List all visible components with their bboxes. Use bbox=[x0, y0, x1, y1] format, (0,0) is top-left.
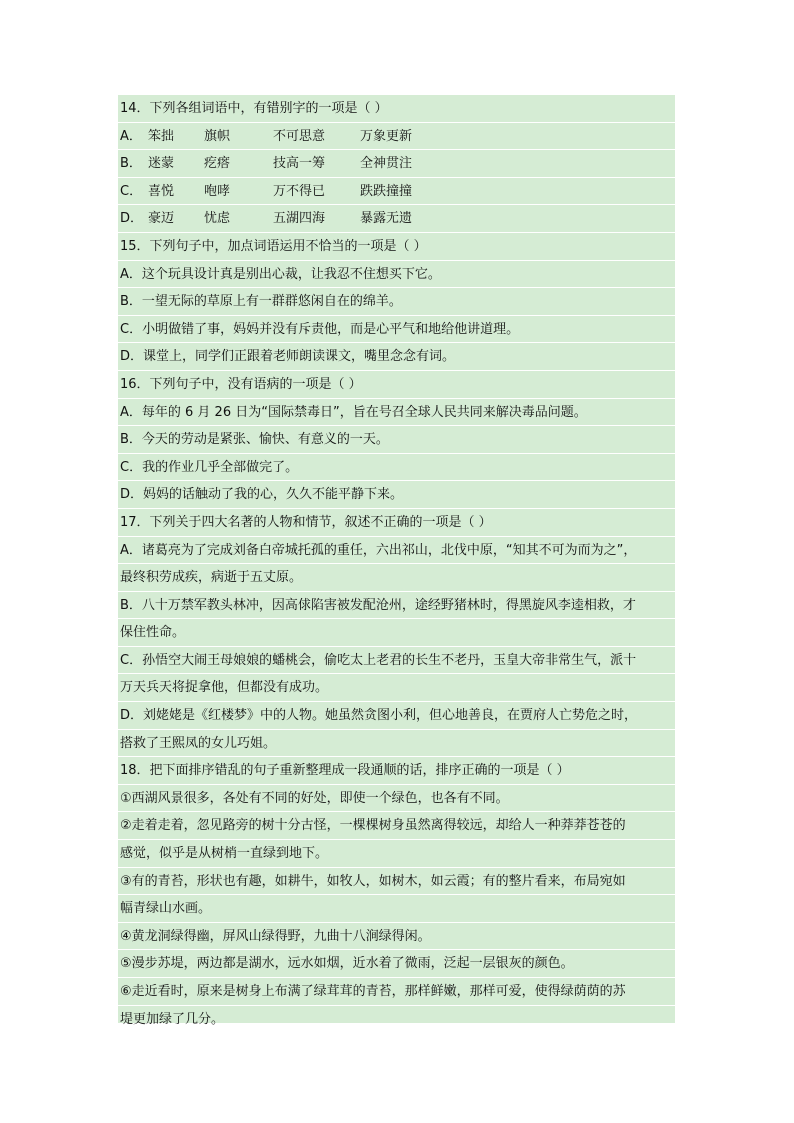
option-label: B． bbox=[120, 156, 142, 172]
word: 不可思意 bbox=[273, 128, 326, 144]
word: 五湖四海 bbox=[273, 211, 326, 227]
q17-option-c-cont: 万天兵天将捉拿他，但都没有成功。 bbox=[118, 674, 675, 702]
option-label: A． bbox=[120, 128, 142, 144]
word: 疙瘩 bbox=[204, 156, 231, 172]
word: 技高一筹 bbox=[273, 156, 326, 172]
q17-option-a[interactable]: A．诸葛亮为了完成刘备白帝城托孤的重任，六出祁山，北伐中原，“知其不可为而为之”， bbox=[118, 537, 675, 565]
q18-sentence-3: ③有的青苔，形状也有趣，如耕牛，如牧人，如树木，如云霞；有的整片看来，布局宛如 bbox=[118, 868, 675, 896]
word: 全神贯注 bbox=[360, 156, 413, 172]
q15-title: 15．下列句子中，加点词语运用不恰当的一项是（ ） bbox=[118, 233, 675, 261]
q16-option-d[interactable]: D．妈妈的话触动了我的心，久久不能平静下来。 bbox=[118, 481, 675, 509]
question-panel bbox=[118, 95, 675, 1027]
q18-sentence-2-cont: 感觉，似乎是从树梢一直绿到地下。 bbox=[118, 840, 675, 868]
q18-sentence-6: ⑥走近看时，原来是树身上布满了绿茸茸的青苔，那样鲜嫩，那样可爱，使得绿荫荫的苏 bbox=[118, 978, 675, 1006]
word: 喜悦 bbox=[148, 183, 175, 199]
q16-option-b[interactable]: B．今天的劳动是紧张、愉快、有意义的一天。 bbox=[118, 426, 675, 454]
q15-option-a[interactable]: A．这个玩具设计真是别出心裁，让我忍不住想买下它。 bbox=[118, 261, 675, 289]
q17-option-d[interactable]: D．刘姥姥是《红楼梦》中的人物。她虽然贪图小利，但心地善良，在贾府人亡势危之时， bbox=[118, 702, 675, 730]
q18-sentence-3-cont: 幅青绿山水画。 bbox=[118, 895, 675, 923]
word: 咆哮 bbox=[204, 183, 231, 199]
word: 豪迈 bbox=[148, 211, 175, 227]
q18-sentence-6-cont: 堤更加绿了几分。 bbox=[118, 1006, 675, 1034]
word: 忧虑 bbox=[204, 211, 231, 227]
q16-option-c[interactable]: C．我的作业几乎全部做完了。 bbox=[118, 454, 675, 482]
option-label: D． bbox=[120, 211, 144, 227]
q17-option-b[interactable]: B．八十万禁军教头林冲，因高俅陷害被发配沧州，途经野猪林时，得黑旋风李逵相救，才 bbox=[118, 592, 675, 620]
q16-title: 16．下列句子中，没有语病的一项是（ ） bbox=[118, 371, 675, 399]
q15-option-c[interactable]: C．小明做错了事，妈妈并没有斥责他，而是心平气和地给他讲道理。 bbox=[118, 316, 675, 344]
q14-option-a[interactable] bbox=[118, 123, 675, 151]
q18-sentence-1: ①西湖风景很多，各处有不同的好处，即使一个绿色，也各有不同。 bbox=[118, 785, 675, 813]
q16-option-a[interactable]: A．每年的 6 月 26 日为“国际禁毒日”，旨在号召全球人民共同来解决毒品问题。 bbox=[118, 399, 675, 427]
option-label: C． bbox=[120, 183, 143, 199]
q17-option-d-cont: 搭救了王熙凤的女儿巧姐。 bbox=[118, 730, 675, 758]
q17-option-b-cont: 保住性命。 bbox=[118, 619, 675, 647]
word: 跌跌撞撞 bbox=[360, 183, 413, 199]
q14-option-d[interactable] bbox=[118, 205, 675, 233]
word: 暴露无遗 bbox=[360, 211, 413, 227]
q15-option-b[interactable]: B．一望无际的草原上有一群群悠闲自在的绵羊。 bbox=[118, 288, 675, 316]
q14-option-b[interactable] bbox=[118, 150, 675, 178]
word: 笨拙 bbox=[148, 128, 175, 144]
word: 万不得已 bbox=[273, 183, 326, 199]
q18-title: 18．把下面排序错乱的句子重新整理成一段通顺的话，排序正确的一项是（ ） bbox=[118, 757, 675, 785]
word: 万象更新 bbox=[360, 128, 413, 144]
word: 旗帜 bbox=[204, 128, 231, 144]
q17-option-a-cont: 最终积劳成疾，病逝于五丈原。 bbox=[118, 564, 675, 592]
q18-sentence-2: ②走着走着，忽见路旁的树十分古怪，一棵棵树身虽然离得较远，却给人一种莽莽苍苍的 bbox=[118, 812, 675, 840]
q17-option-c[interactable]: C．孙悟空大闹王母娘娘的蟠桃会，偷吃太上老君的长生不老丹，玉皇大帝非常生气，派十 bbox=[118, 647, 675, 675]
q18-sentence-4: ④黄龙洞绿得幽，屏风山绿得野，九曲十八涧绿得闲。 bbox=[118, 923, 675, 951]
q14-title: 14．下列各组词语中，有错别字的一项是（ ） bbox=[118, 95, 675, 123]
word: 迷蒙 bbox=[148, 156, 175, 172]
q14-option-c[interactable] bbox=[118, 178, 675, 206]
q18-sentence-5: ⑤漫步苏堤，两边都是湖水，远水如烟，近水着了微雨，泛起一层银灰的颜色。 bbox=[118, 950, 675, 978]
q15-option-d[interactable]: D．课堂上，同学们正跟着老师朗读课文，嘴里念念有词。 bbox=[118, 343, 675, 371]
q17-title: 17．下列关于四大名著的人物和情节，叙述不正确的一项是（ ） bbox=[118, 509, 675, 537]
